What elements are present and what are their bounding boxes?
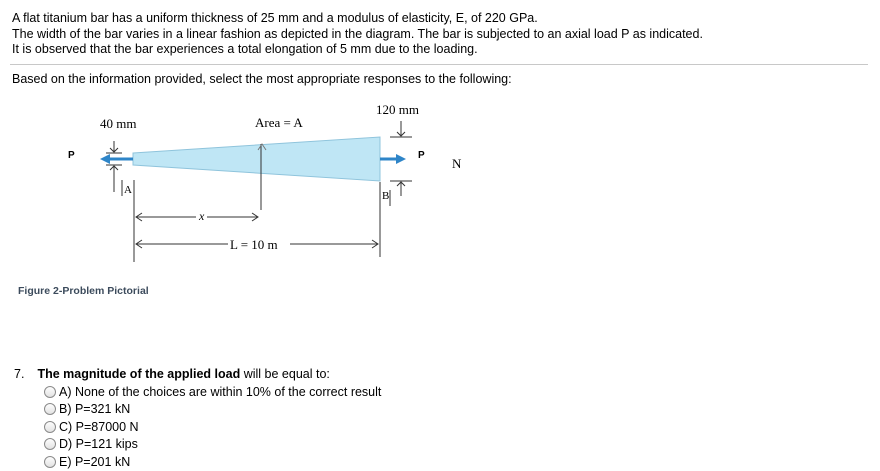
label-area: Area = A xyxy=(255,115,303,130)
intro-line-3: It is observed that the bar experiences a total elongation of 5 mm due to the loading. xyxy=(12,42,478,56)
right-load-arrowhead xyxy=(396,154,406,164)
intro-line-2: The width of the bar varies in a linear fashion as depicted in the diagram. The bar is subjected to an axial load P as indicated. xyxy=(12,26,703,41)
option-e[interactable] xyxy=(44,453,381,471)
instructions: Based on the information provided, select the most appropriate responses to the following: xyxy=(12,72,512,86)
option-label: C) P=87000 N xyxy=(59,419,139,434)
label-b: B xyxy=(382,190,390,202)
tapered-bar xyxy=(133,137,380,181)
option-b[interactable] xyxy=(44,401,381,419)
radio-button[interactable] xyxy=(44,456,56,468)
divider xyxy=(10,64,868,65)
radio-button[interactable] xyxy=(44,438,56,450)
label-x: x xyxy=(199,209,205,223)
option-c[interactable] xyxy=(44,418,381,436)
option-label: D) P=121 kips xyxy=(59,437,138,452)
radio-button[interactable] xyxy=(44,403,56,415)
option-label: A) None of the choices are within 10% of the correct result xyxy=(59,384,382,399)
option-label: B) P=321 kN xyxy=(59,402,131,417)
question-text xyxy=(37,366,329,383)
option-d[interactable] xyxy=(44,436,381,454)
question-text-rest: will be equal to: xyxy=(240,367,330,381)
figure-caption: Figure 2-Problem Pictorial xyxy=(18,285,149,297)
x-dimension xyxy=(134,196,258,262)
label-40mm: 40 mm xyxy=(100,116,137,131)
intro-line-1: A flat titanium bar has a uniform thickness of 25 mm and a modulus of elasticity, E, of 220 GPa. xyxy=(12,11,538,25)
radio-button[interactable] xyxy=(44,386,56,398)
label-n: N xyxy=(452,156,462,171)
left-load-arrowhead xyxy=(100,154,110,164)
label-p-right: P xyxy=(418,150,425,161)
label-120mm: 120 mm xyxy=(376,102,419,117)
question-text-bold: The magnitude of the applied load xyxy=(37,367,241,381)
width-dimension-40mm xyxy=(106,141,122,192)
tapered-bar-diagram xyxy=(0,92,520,302)
question-number: 7. xyxy=(14,367,25,381)
label-a: A xyxy=(124,184,132,196)
answer-options xyxy=(44,383,381,471)
radio-button[interactable] xyxy=(44,421,56,433)
question-7 xyxy=(14,366,381,471)
label-length: L = 10 m xyxy=(230,237,278,252)
problem-statement xyxy=(12,11,872,58)
option-a[interactable] xyxy=(44,383,381,401)
question-stem xyxy=(14,366,381,383)
option-label: E) P=201 kN xyxy=(59,454,131,469)
label-p-left: P xyxy=(68,150,75,161)
problem-figure xyxy=(0,92,520,302)
